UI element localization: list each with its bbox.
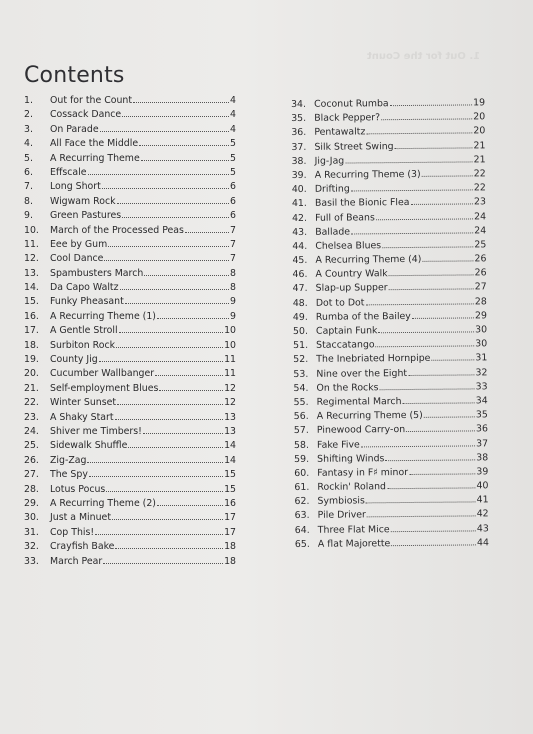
toc-entry-title: The Inebriated Hornpipe: [316, 353, 431, 366]
toc-entry-number: 1.: [24, 95, 33, 106]
toc-entry-title: Rockin' Roland: [317, 481, 387, 493]
toc-entry-page: 6: [230, 181, 236, 193]
toc-entry: [24, 497, 236, 511]
toc-entry-page: 7: [230, 253, 236, 265]
toc-entry: [24, 267, 236, 281]
toc-entry-number: 13.: [24, 267, 39, 279]
toc-entry-title: Black Pepper?: [314, 112, 381, 124]
dot-leader: [402, 394, 474, 404]
toc-entry-number: 48.: [292, 297, 308, 309]
toc-entry-number: 21.: [24, 382, 39, 394]
dot-leader: [410, 196, 473, 206]
toc-entry-page: 5: [230, 166, 236, 178]
toc-entry-title: County Jig: [50, 354, 98, 366]
toc-entry: [24, 123, 236, 137]
toc-entry-page: 43: [476, 522, 489, 535]
toc-entry-number: 61.: [294, 481, 310, 494]
toc-entry-title: Out for the Count: [50, 95, 133, 106]
toc-entry: [24, 166, 236, 180]
dot-leader: [155, 367, 223, 376]
toc-entry: [24, 483, 236, 497]
toc-entry-number: 24.: [24, 425, 39, 437]
toc-entry-number: 12.: [24, 253, 39, 265]
toc-entry-title: On the Rocks: [316, 381, 379, 394]
toc-entry-page: 22: [473, 168, 486, 180]
toc-entry-page: 6: [230, 210, 236, 222]
toc-entry-page: 15: [224, 469, 236, 481]
toc-entry-page: 44: [476, 537, 489, 549]
toc-entry: [24, 439, 236, 453]
toc-entry-title: Three Flat Mice: [317, 523, 390, 536]
dot-leader: [406, 423, 475, 433]
toc-entry-page: 25: [474, 239, 487, 251]
toc-entry-title: A Country Walk: [315, 268, 388, 281]
toc-entry-number: 18.: [24, 339, 39, 351]
toc-entry-title: A Recurring Theme (1): [50, 310, 156, 322]
toc-entry-page: 24: [474, 210, 487, 222]
toc-entry-number: 38.: [291, 155, 307, 167]
toc-entry-page: 5: [230, 138, 236, 150]
toc-entry-title: Cop This!: [50, 526, 95, 538]
toc-entry-page: 35: [475, 409, 488, 421]
toc-entry-number: 49.: [292, 311, 308, 323]
dot-leader: [389, 267, 474, 277]
toc-entry-page: 30: [475, 324, 488, 336]
toc-entry-number: 64.: [294, 524, 310, 536]
toc-entry-title: A Recurring Theme (2): [50, 497, 156, 509]
toc-entry: [295, 536, 489, 552]
toc-entry-number: 11.: [24, 238, 39, 250]
toc-entry-page: 14: [224, 454, 236, 466]
dot-leader: [408, 366, 474, 376]
dot-leader: [106, 483, 223, 492]
toc-entry-number: 39.: [291, 169, 307, 181]
toc-entry-number: 8.: [24, 195, 33, 207]
toc-entry-page: 4: [230, 123, 236, 135]
toc-entry-page: 10: [224, 325, 236, 337]
dot-leader: [422, 167, 473, 176]
toc-entry-title: Green Pastures: [50, 210, 122, 222]
toc-entry-page: 40: [476, 480, 489, 492]
toc-entry-number: 46.: [292, 269, 308, 281]
toc-entry-page: 34: [475, 395, 488, 407]
toc-entry-number: 40.: [291, 183, 307, 196]
toc-entry-page: 6: [230, 195, 236, 207]
toc-entry-title: Wigwam Rock: [50, 195, 116, 207]
toc-entry-number: 63.: [294, 510, 310, 522]
toc-entry-title: Long Short: [50, 181, 101, 193]
dot-leader: [366, 125, 472, 135]
toc-entry: [24, 310, 236, 324]
toc-entry-page: 28: [474, 295, 487, 308]
dot-leader: [133, 94, 229, 103]
toc-entry-title: Zig-Zag: [50, 454, 87, 466]
dot-leader: [112, 511, 223, 520]
dot-leader: [365, 295, 473, 305]
toc-entry-number: 43.: [292, 226, 308, 238]
toc-entry-page: 26: [474, 253, 487, 265]
toc-entry-page: 9: [230, 296, 236, 308]
toc-entry-number: 3.: [24, 123, 33, 135]
toc-entry-number: 47.: [292, 283, 308, 295]
dot-leader: [102, 180, 229, 189]
dot-leader: [159, 382, 223, 391]
dot-leader: [376, 338, 475, 348]
toc-entry-title: Dot to Dot: [315, 296, 365, 309]
toc-entry-number: 42.: [291, 212, 308, 224]
toc-entry-title: March Pear: [50, 555, 103, 567]
toc-entry-page: 8: [230, 267, 236, 279]
toc-entry-number: 15.: [24, 296, 39, 308]
toc-entry-number: 51.: [293, 340, 309, 352]
toc-entry-title: Funky Pheasant: [50, 296, 124, 308]
toc-entry-number: 28.: [24, 483, 39, 495]
toc-entry-title: Cucumber Wallbanger: [50, 368, 155, 380]
toc-entry-number: 45.: [292, 254, 308, 267]
dot-leader: [351, 182, 473, 192]
toc-entry-title: Pinewood Carry-on: [316, 424, 406, 437]
toc-entry-title: The Spy: [50, 469, 88, 481]
toc-entry-number: 14.: [24, 282, 39, 294]
toc-entry-title: A Recurring Theme (4): [315, 253, 422, 266]
toc-entry-number: 55.: [293, 396, 309, 408]
dot-leader: [100, 123, 229, 132]
toc-entry-title: Ballade: [315, 226, 351, 238]
toc-entry: [24, 295, 236, 309]
toc-entry-title: Surbiton Rock: [50, 339, 116, 351]
toc-entry: [24, 339, 236, 353]
toc-entry-number: 31.: [24, 526, 39, 538]
dot-leader: [103, 555, 223, 564]
toc-entry: [24, 195, 236, 209]
toc-entry-title: Crayfish Bake: [50, 541, 115, 553]
toc-entry-title: Cossack Dance: [50, 109, 122, 121]
toc-entry-page: 20: [473, 125, 486, 137]
toc-entry-number: 17.: [24, 325, 39, 337]
toc-entry-title: Full of Beans: [314, 211, 375, 224]
toc-entry-number: 37.: [291, 141, 307, 153]
dot-leader: [143, 425, 223, 434]
toc-entry-title: Shiver me Timbers!: [50, 425, 142, 437]
toc-entry: [24, 224, 236, 238]
toc-entry-number: 65.: [294, 538, 310, 550]
toc-entry: [24, 281, 236, 295]
toc-entry: [24, 367, 236, 381]
dot-leader: [390, 96, 473, 106]
toc-entry-page: 23: [473, 196, 486, 208]
toc-entry-page: 15: [224, 483, 236, 495]
toc-entry: [24, 555, 236, 569]
toc-entry-number: 20.: [24, 368, 39, 380]
toc-entry-number: 60.: [294, 467, 310, 479]
toc-entry: [24, 94, 236, 108]
toc-entry: [24, 353, 236, 367]
toc-entry-number: 50.: [292, 325, 309, 337]
toc-entry-number: 16.: [24, 310, 39, 322]
toc-entry-number: 54.: [293, 382, 309, 394]
dot-leader: [141, 152, 229, 161]
toc-entry-number: 53.: [293, 368, 309, 380]
dot-leader: [157, 497, 223, 506]
toc-entry-number: 33.: [24, 555, 39, 567]
toc-entry-title: Pentawaltz: [314, 126, 366, 139]
dot-leader: [391, 536, 476, 546]
dot-leader: [382, 238, 473, 248]
toc-entry-page: 12: [224, 382, 236, 394]
toc-entry-title: Nine over the Eight: [316, 367, 408, 380]
toc-entry: [24, 137, 236, 151]
toc-entry-page: 22: [473, 182, 486, 194]
toc-entry-page: 41: [476, 494, 489, 506]
toc-entry: [24, 540, 236, 554]
toc-entry-page: 39: [476, 466, 489, 478]
dot-leader: [361, 437, 475, 447]
toc-entry-number: 26.: [24, 454, 39, 466]
toc-entry-number: 4.: [24, 138, 33, 150]
toc-entry-number: 9.: [24, 210, 33, 222]
toc-entry-title: Cool Dance: [50, 253, 104, 265]
toc-entry-title: Fake Five: [316, 438, 360, 451]
dot-leader: [122, 108, 229, 117]
toc-entry-number: 10.: [24, 224, 39, 236]
toc-entry-page: 16: [224, 497, 236, 509]
toc-entry-title: Slap-up Supper: [315, 282, 388, 295]
toc-entry-title: Symbiosis: [317, 495, 365, 508]
dot-leader: [125, 295, 229, 304]
dot-leader: [385, 451, 475, 461]
dot-leader: [366, 494, 476, 504]
toc-entry: [24, 425, 236, 439]
dot-leader: [88, 166, 229, 175]
dot-leader: [387, 479, 476, 489]
toc-entry-number: 62.: [294, 496, 310, 508]
toc-entry-page: 9: [230, 310, 236, 322]
dot-leader: [117, 396, 223, 405]
toc-entry-number: 2.: [24, 109, 33, 121]
toc-entry-number: 29.: [24, 497, 39, 509]
toc-entry-page: 4: [230, 95, 236, 106]
toc-entry-title: Jig-Jag: [314, 155, 345, 167]
dot-leader: [431, 352, 474, 361]
toc-entry-number: 6.: [24, 166, 33, 178]
dot-leader: [379, 380, 474, 390]
dot-leader: [185, 224, 229, 233]
toc-entry-number: 5.: [24, 152, 33, 164]
toc-entry-title: Rumba of the Bailey: [315, 310, 411, 323]
toc-entry-number: 58.: [293, 439, 309, 451]
toc-entry-number: 52.: [293, 354, 309, 366]
toc-entry-number: 27.: [24, 469, 39, 481]
toc-entry-page: 36: [475, 423, 488, 435]
dot-leader: [89, 468, 223, 477]
toc-entry-number: 35.: [291, 113, 307, 125]
toc-entry-page: 19: [473, 97, 486, 109]
toc-entry-page: 11: [224, 368, 236, 380]
toc-entry-number: 34.: [291, 98, 307, 110]
toc-entry-title: A Recurring Theme: [50, 152, 140, 164]
toc-entry-number: 36.: [291, 127, 307, 139]
toc-entry-title: Lotus Pocus: [50, 483, 106, 495]
toc-entry-title: Coconut Rumba: [314, 98, 389, 110]
toc-entry-page: 17: [224, 512, 236, 524]
toc-entry-title: Drifting: [314, 183, 350, 195]
toc-entry-title: A Recurring Theme (3): [314, 168, 421, 181]
show-through-text: 1. Out for the Count: [367, 51, 481, 62]
toc-entry-page: 13: [224, 425, 236, 437]
toc-entry-title: Winter Sunset: [50, 397, 117, 409]
dot-leader: [87, 454, 223, 463]
toc-entry-number: 41.: [291, 198, 307, 210]
toc-entry-page: 17: [224, 526, 236, 538]
toc-entry-number: 23.: [24, 411, 39, 423]
toc-entry-page: 32: [475, 366, 488, 378]
toc-entry-page: 38: [476, 451, 489, 464]
dot-leader: [389, 281, 474, 291]
dot-leader: [115, 540, 223, 549]
toc-entry: [24, 526, 236, 540]
toc-entry: [24, 180, 236, 194]
dot-leader: [104, 252, 229, 261]
toc-entry: [24, 209, 236, 223]
toc-entry-title: All Face the Middle: [50, 138, 139, 150]
dot-leader: [108, 238, 229, 247]
toc-entry-number: 59.: [294, 453, 310, 465]
toc-entry-page: 5: [230, 152, 236, 164]
toc-entry-title: Da Capo Waltz: [50, 282, 119, 294]
toc-entry-title: Pile Driver: [317, 509, 366, 522]
toc-entry-page: 29: [474, 310, 487, 322]
toc-entry-title: Shifting Winds: [317, 452, 385, 465]
toc-entry-title: Spambusters March: [50, 267, 144, 279]
dot-leader: [391, 522, 476, 532]
toc-entry: [24, 108, 236, 122]
toc-entry-page: 33: [475, 381, 488, 393]
toc-entry-title: Eee by Gum: [50, 238, 108, 250]
toc-entry-number: 30.: [24, 512, 39, 524]
toc-entry-page: 27: [474, 281, 487, 293]
dot-leader: [144, 267, 229, 276]
toc-entry-number: 57.: [293, 425, 309, 437]
toc-entry-title: Sidewalk Shuffle: [50, 440, 128, 452]
toc-entry: [24, 238, 236, 252]
dot-leader: [412, 309, 474, 319]
toc-entry-page: 31: [475, 352, 488, 364]
toc-entry: [24, 152, 236, 166]
toc-entry: [24, 396, 236, 410]
toc-entry: [24, 454, 236, 468]
toc-entry-page: 26: [474, 267, 487, 279]
dot-leader: [117, 195, 229, 204]
toc-entry-title: A Gentle Stroll: [50, 325, 118, 337]
toc-entry-page: 13: [224, 411, 236, 423]
dot-leader: [345, 153, 472, 163]
toc-entry-title: Chelsea Blues: [315, 240, 382, 252]
toc-entry-page: 10: [224, 339, 236, 351]
toc-entry-page: 24: [474, 224, 487, 237]
toc-entry: [24, 468, 236, 482]
toc-entry: [24, 411, 236, 425]
toc-entry-page: 20: [473, 111, 486, 123]
dot-leader: [378, 323, 474, 333]
toc-entry: [24, 324, 236, 338]
dot-leader: [95, 526, 223, 535]
dot-leader: [122, 209, 229, 218]
toc-entry-page: 37: [476, 437, 489, 449]
toc-entry-page: 21: [473, 139, 486, 151]
dot-leader: [409, 465, 475, 475]
dot-leader: [116, 339, 223, 348]
toc-entry-number: 44.: [292, 240, 308, 252]
toc-entry: [24, 382, 236, 396]
toc-entry-title: On Parade: [50, 123, 99, 135]
dot-leader: [376, 210, 473, 220]
toc-entry-page: 42: [476, 508, 489, 520]
toc-entry: [24, 511, 236, 525]
toc-entry-page: 11: [224, 354, 236, 366]
toc-entry-title: A Recurring Theme (5): [316, 409, 423, 422]
toc-entry-page: 7: [230, 224, 236, 236]
toc-entry-title: Staccatango: [316, 339, 375, 351]
dot-leader: [367, 508, 476, 518]
page-title: Contents: [24, 62, 125, 88]
toc-entry-page: 30: [475, 338, 488, 350]
toc-entry-number: 25.: [24, 440, 39, 452]
toc-entry-title: Self-employment Blues: [50, 382, 159, 394]
dot-leader: [128, 439, 223, 448]
toc-entry-title: March of the Processed Peas: [50, 224, 184, 236]
toc-column-left: [24, 94, 236, 569]
dot-leader: [424, 409, 475, 418]
toc-column-right: [291, 96, 489, 552]
dot-leader: [119, 324, 223, 333]
toc-entry-number: 32.: [24, 541, 39, 553]
toc-entry-title: Regimental March: [316, 395, 402, 408]
toc-entry-title: Silk Street Swing: [314, 140, 394, 153]
toc-entry-number: 7.: [24, 181, 33, 193]
toc-entry-title: Just a Minuet: [50, 512, 111, 524]
toc-entry-title: Captain Funk: [315, 325, 378, 337]
toc-entry-page: 12: [224, 397, 236, 409]
toc-entry-number: 19.: [24, 354, 39, 366]
dot-leader: [139, 137, 229, 146]
toc-entry-page: 18: [224, 555, 236, 567]
dot-leader: [422, 252, 473, 261]
toc-entry-page: 14: [224, 440, 236, 452]
toc-entry-page: 18: [224, 541, 236, 553]
toc-entry-title: A Shaky Start: [50, 411, 114, 423]
toc-entry-page: 8: [230, 282, 236, 294]
toc-entry-title: A flat Majorette: [317, 537, 391, 550]
toc-entry-page: 21: [473, 154, 486, 166]
toc-entry: [24, 252, 236, 266]
toc-entry-title: Effscale: [50, 166, 87, 178]
dot-leader: [115, 411, 224, 420]
toc-entry-title: Basil the Bionic Flea: [314, 197, 410, 210]
toc-entry-number: 22.: [24, 397, 39, 409]
toc-entry-number: 56.: [293, 410, 309, 423]
dot-leader: [99, 353, 223, 362]
toc-entry-page: 4: [230, 109, 236, 121]
dot-leader: [351, 224, 473, 234]
toc-entry-page: 7: [230, 238, 236, 250]
toc-entry-title: Fantasy in F♯ minor: [317, 466, 409, 479]
dot-leader: [157, 310, 229, 319]
dot-leader: [381, 111, 472, 121]
dot-leader: [120, 281, 230, 290]
dot-leader: [395, 139, 473, 149]
